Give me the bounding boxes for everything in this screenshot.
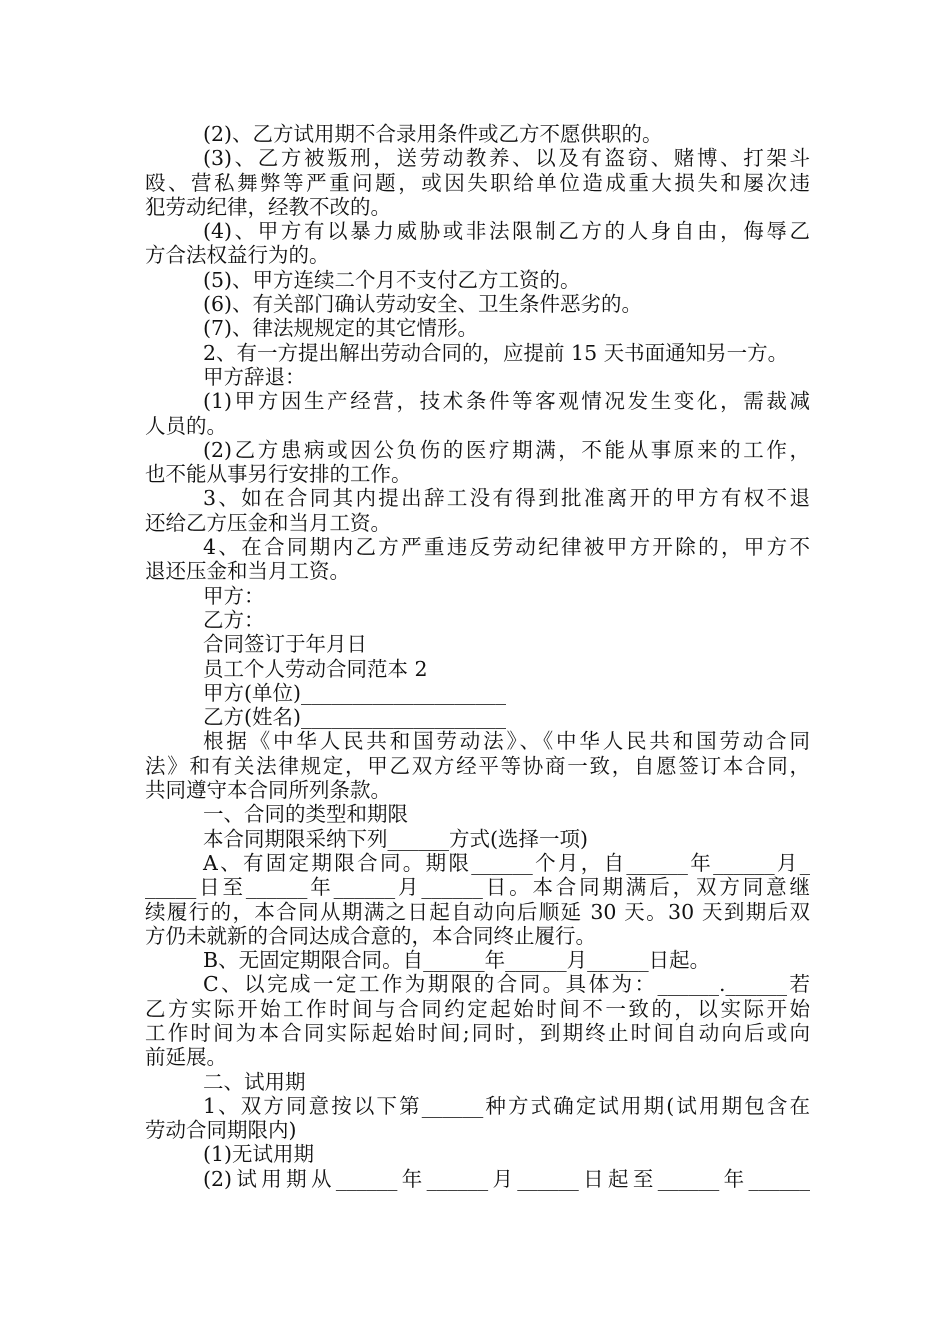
text-line: 4、在合同期内乙方严重违反劳动纪律被甲方开除的，甲方不 xyxy=(203,535,810,560)
contract-text xyxy=(145,122,810,1191)
text-line: 合同签订于年月日 xyxy=(203,632,367,657)
text-line: A、有固定期限合同。期限______个月，自______年______月_ xyxy=(203,850,810,875)
text-line: 还给乙方压金和当月工资。 xyxy=(145,510,391,535)
text-line: 根据《中华人民共和国劳动法》、《中华人民共和国劳动合同 xyxy=(203,729,810,754)
text-line: (1)无试用期 xyxy=(203,1142,315,1167)
text-line: (2)、乙方试用期不合录用条件或乙方不愿供职的。 xyxy=(203,122,663,146)
text-line: 方仍未就新的合同达成合意的，本合同终止履行。 xyxy=(145,923,596,948)
text-line: 方合法权益行为的。 xyxy=(145,243,330,268)
text-line: (6)、有关部门确认劳动安全、卫生条件恶劣的。 xyxy=(203,292,643,317)
text-line: _____日至______年______月______日。本合同期满后，双方同意继 xyxy=(145,875,810,900)
text-line: 劳动合同期限内) xyxy=(145,1118,297,1143)
text-line: 也不能从事另行安排的工作。 xyxy=(145,462,412,487)
text-line: 一、合同的类型和期限 xyxy=(203,802,408,827)
text-line: (7)、律法规规定的其它情形。 xyxy=(203,316,479,341)
text-line: 乙方： xyxy=(203,607,265,632)
text-line: 员工个人劳动合同范本 2 xyxy=(203,656,428,681)
text-line: B、无固定期限合同。自______年______月______日起。 xyxy=(203,948,711,973)
text-line: (2)乙方患病或因公负伤的医疗期满，不能从事原来的工作， xyxy=(203,437,810,462)
text-line: 二、试用期 xyxy=(203,1069,306,1094)
text-line: 甲方辞退： xyxy=(203,364,306,389)
text-line: (4)、甲方有以暴力威胁或非法限制乙方的人身自由，侮辱乙 xyxy=(203,219,810,244)
text-line: 退还压金和当月工资。 xyxy=(145,559,350,584)
text-line: 工作时间为本合同实际起始时间;同时，到期终止时间自动向后或向 xyxy=(145,1020,810,1045)
text-line: 犯劳动纪律，经教不改的。 xyxy=(145,194,391,219)
text-line: (2)试用期从______年______月______日起至______年______ xyxy=(203,1166,810,1191)
text-line: 乙方(姓名)____________________ xyxy=(203,705,506,730)
text-line: 法》和有关法律规定，甲乙双方经平等协商一致，自愿签订本合同， xyxy=(145,753,810,778)
text-line: 前延展。 xyxy=(145,1045,227,1070)
text-line: 2、有一方提出解出劳动合同的，应提前 15 天书面通知另一方。 xyxy=(203,340,789,365)
text-line: 甲方(单位)____________________ xyxy=(203,680,506,705)
text-line: 甲方： xyxy=(203,583,265,608)
text-line: 殴、营私舞弊等严重问题，或因失职给单位造成重大损失和屡次违 xyxy=(145,170,810,195)
text-line: 3、如在合同其内提出辞工没有得到批准离开的甲方有权不退 xyxy=(203,486,810,511)
text-line: 乙方实际开始工作时间与合同约定起始时间不一致的，以实际开始 xyxy=(145,996,810,1021)
text-line: 本合同期限采纳下列______方式(选择一项) xyxy=(203,826,588,851)
text-line: 共同遵守本合同所列条款。 xyxy=(145,778,391,803)
text-line: 1、双方同意按以下第______种方式确定试用期(试用期包含在 xyxy=(203,1093,810,1118)
text-line: 续履行的，本合同从期满之日起自动向后顺延 30 天。30 天到期后双 xyxy=(145,899,810,924)
text-line: 人员的。 xyxy=(145,413,227,438)
text-line: (5)、甲方连续二个月不支付乙方工资的。 xyxy=(203,267,581,292)
text-line: C、以完成一定工作为期限的合同。具体为：______.______若 xyxy=(203,972,810,997)
text-line: (1)甲方因生产经营，技术条件等客观情况发生变化，需裁减 xyxy=(203,389,810,414)
text-line: (3)、乙方被叛刑，送劳动教养、以及有盗窃、赌博、打架斗 xyxy=(203,146,810,171)
